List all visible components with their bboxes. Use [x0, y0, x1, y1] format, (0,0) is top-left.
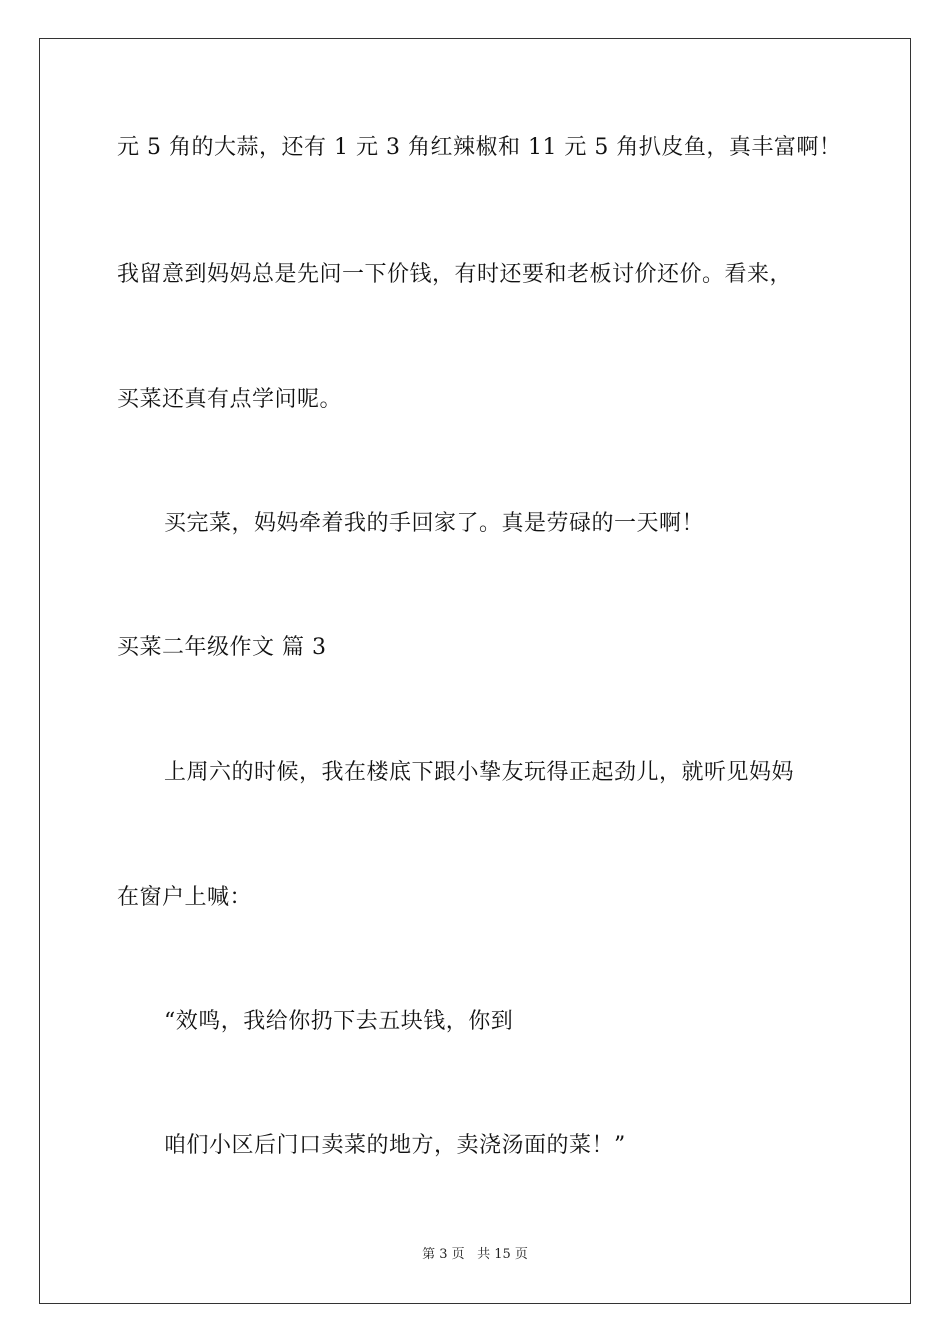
- text-line-7: 在窗户上喊：: [117, 885, 253, 910]
- text-line-8: “效鸣，我给你扔下去五块钱，你到: [164, 1009, 514, 1034]
- text-line-3: 买菜还真有点学问呢。: [117, 387, 343, 412]
- text-line-6: 上周六的时候，我在楼底下跟小挚友玩得正起劲儿，就听见妈妈: [164, 760, 795, 785]
- total-pages: 共 15 页: [477, 1247, 528, 1262]
- text-line-4: 买完菜，妈妈牵着我的手回家了。真是劳碌的一天啊！: [164, 511, 705, 536]
- text-line-2: 我留意到妈妈总是先问一下价钱，有时还要和老板讨价还价。看来，: [117, 262, 793, 287]
- page-frame: [39, 38, 911, 1304]
- page-footer: [0, 1246, 950, 1264]
- section-heading: 买菜二年级作文 篇 3: [117, 635, 327, 660]
- text-line-1: 元 5 角的大蒜，还有 1 元 3 角红辣椒和 11 元 5 角扒皮鱼，真丰富啊！: [117, 135, 842, 160]
- page-number: 第 3 页: [422, 1247, 465, 1262]
- text-line-9: 咱们小区后门口卖菜的地方，卖浇汤面的菜！”: [164, 1133, 626, 1158]
